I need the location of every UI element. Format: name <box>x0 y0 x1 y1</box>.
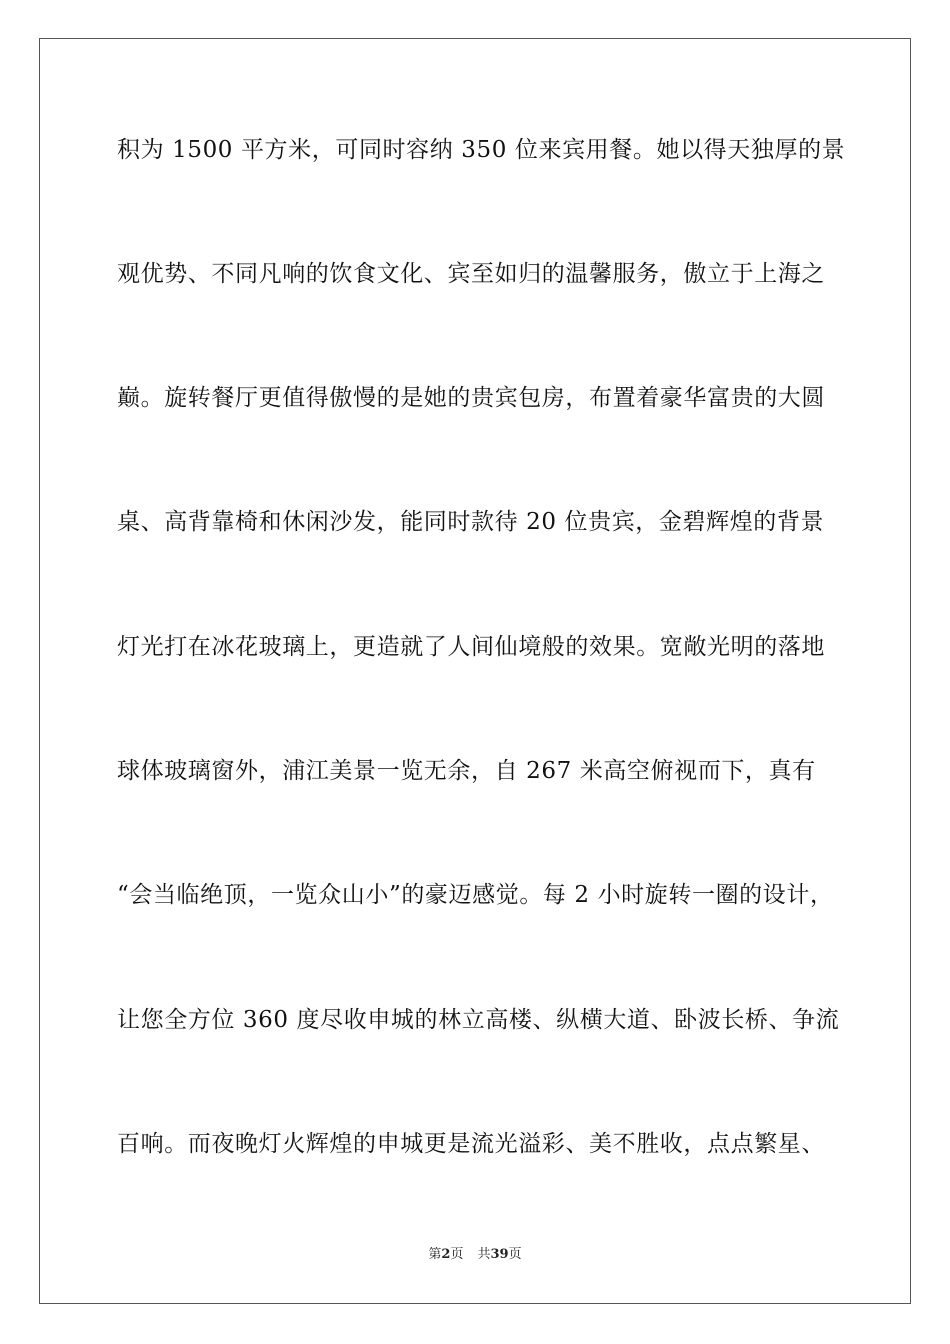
body-text-line: 百响。而夜晚灯火辉煌的申城更是流光溢彩、美不胜收，点点繁星、 <box>117 1131 825 1157</box>
body-text-line: 积为 1500 平方米，可同时容纳 350 位来宾用餐。她以得天独厚的景 <box>117 137 846 163</box>
total-pages-number: 39 <box>490 1247 509 1262</box>
body-text-line: 球体玻璃窗外，浦江美景一览无余，自 267 米高空俯视而下，真有 <box>117 758 816 784</box>
current-page-number: 2 <box>441 1247 451 1262</box>
total-pages-indicator <box>477 1247 521 1262</box>
body-text-line: 让您全方位 360 度尽收申城的林立高楼、纵横大道、卧波长桥、争流 <box>117 1007 840 1033</box>
body-text-line: 观优势、不同凡响的饮食文化、宾至如归的温馨服务，傲立于上海之 <box>117 261 825 287</box>
page-number-indicator <box>428 1247 463 1262</box>
total-prefix: 共 <box>477 1247 491 1262</box>
body-text-line: 巅。旋转餐厅更值得傲慢的是她的贵宾包房，布置着豪华富贵的大圆 <box>117 385 825 411</box>
body-text-line: 桌、高背靠椅和休闲沙发，能同时款待 20 位贵宾，金碧辉煌的背景 <box>117 509 825 535</box>
body-text-line: “会当临绝顶，一览众山小”的豪迈感觉。每 2 小时旋转一圈的设计， <box>117 882 834 908</box>
page-border <box>39 38 911 1304</box>
page-prefix: 第 <box>428 1247 442 1262</box>
body-text-line: 灯光打在冰花玻璃上，更造就了人间仙境般的效果。宽敞光明的落地 <box>117 634 825 660</box>
total-suffix: 页 <box>508 1247 522 1262</box>
page-suffix: 页 <box>450 1247 464 1262</box>
page-footer <box>0 1246 950 1264</box>
